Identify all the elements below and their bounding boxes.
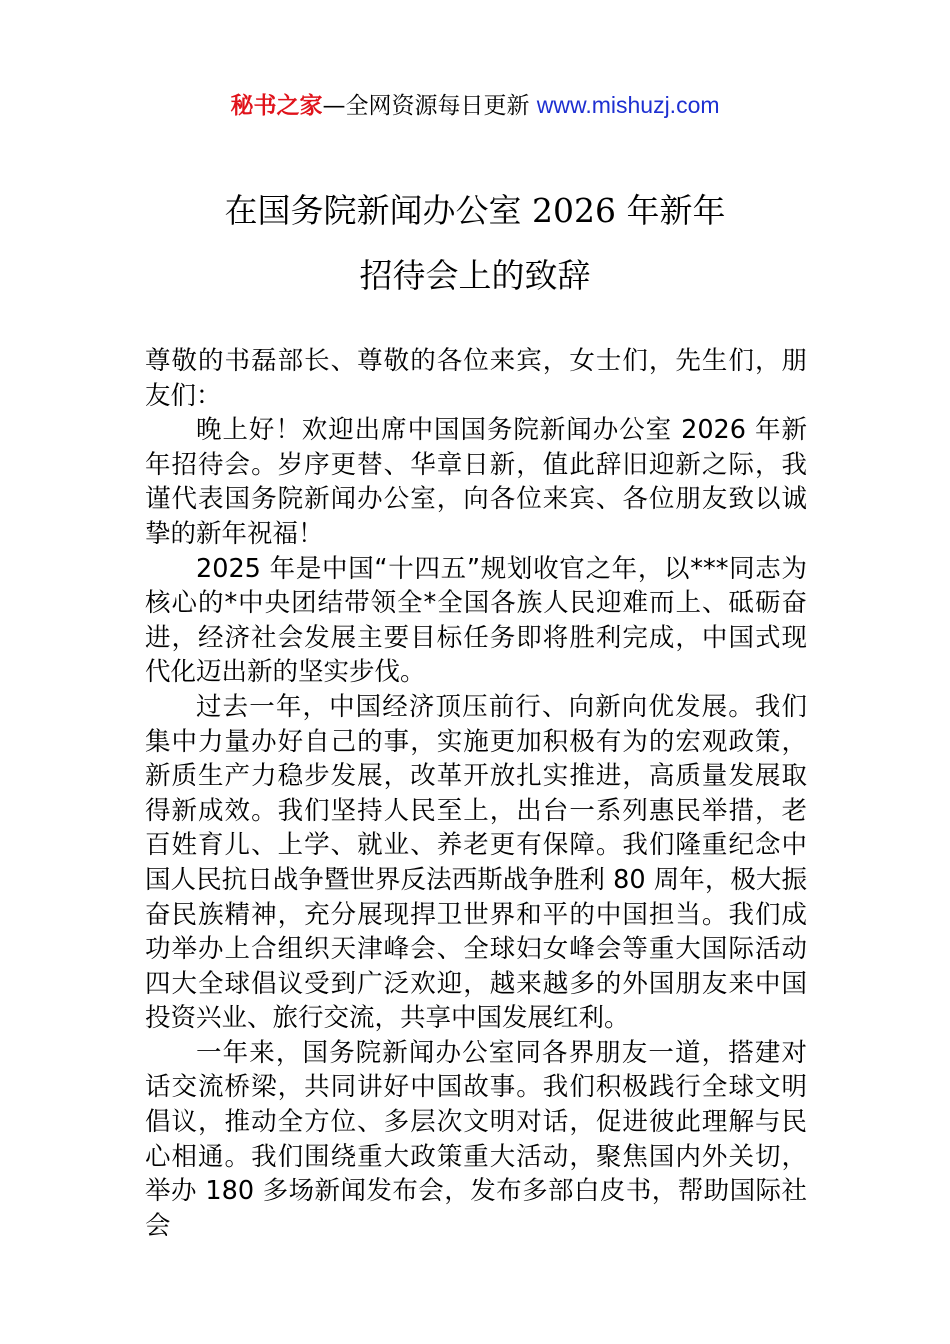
body-paragraph: 过去一年，中国经济顶压前行、向新向优发展。我们集中力量办好自己的事，实施更加积极有为的宏观政策，新质生产力稳步发展，改革开放扎实推进，高质量发展取得新成效。我们坚持人民至上，出台一系列惠民举措，老百姓育儿、上学、就业、养老更有保障。我们隆重纪念中国人民抗日战争暨世界反法西斯战争胜利 80 周年，极大振奋民族精神，充分展现捍卫世界和平的中国担当。我们成功举办上合组织天津峰会、全球妇女峰会等重大国际活动四大全球倡议受到广泛欢迎，越来越多的外国朋友来中国投资兴业、旅行交流，共享中国发展红利。 [145, 691, 807, 1034]
body-paragraph: 一年来，国务院新闻办公室同各界朋友一道，搭建对话交流桥梁，共同讲好中国故事。我们积极践行全球文明倡议，推动全方位、多层次文明对话，促进彼此理解与民心相通。我们围绕重大政策重大活动，聚焦国内外关切，举办 180 多场新闻发布会，发布多部白皮书，帮助国际社会 [145, 1037, 807, 1241]
document-body [145, 344, 807, 1243]
site-url-link[interactable]: www.mishuzj.com [536, 92, 720, 118]
body-paragraph: 2025 年是中国“十四五”规划收官之年，以***同志为核心的*中央团结带领全*全国各族人民迎难而上、砥砺奋进，经济社会发展主要目标任务即将胜利完成，中国式现代化迈出新的坚实步伐。 [145, 553, 807, 688]
salutation-paragraph: 尊敬的书磊部长、尊敬的各位来宾，女士们，先生们，朋友们： [145, 346, 807, 411]
site-header [0, 88, 950, 123]
document-title [0, 182, 950, 305]
body-paragraph: 晚上好！欢迎出席中国国务院新闻办公室 2026 年新年招待会。岁序更替、华章日新，值此辞旧迎新之际，我谨代表国务院新闻办公室，向各位来宾、各位朋友致以诚挚的新年祝福！ [145, 415, 807, 549]
title-line-2: 招待会上的致辞 [359, 256, 591, 295]
site-brand: 秘书之家 [230, 93, 323, 119]
title-line-1: 在国务院新闻办公室 2026 年新年 [224, 191, 726, 230]
site-tagline: —全网资源每日更新 [322, 93, 537, 119]
